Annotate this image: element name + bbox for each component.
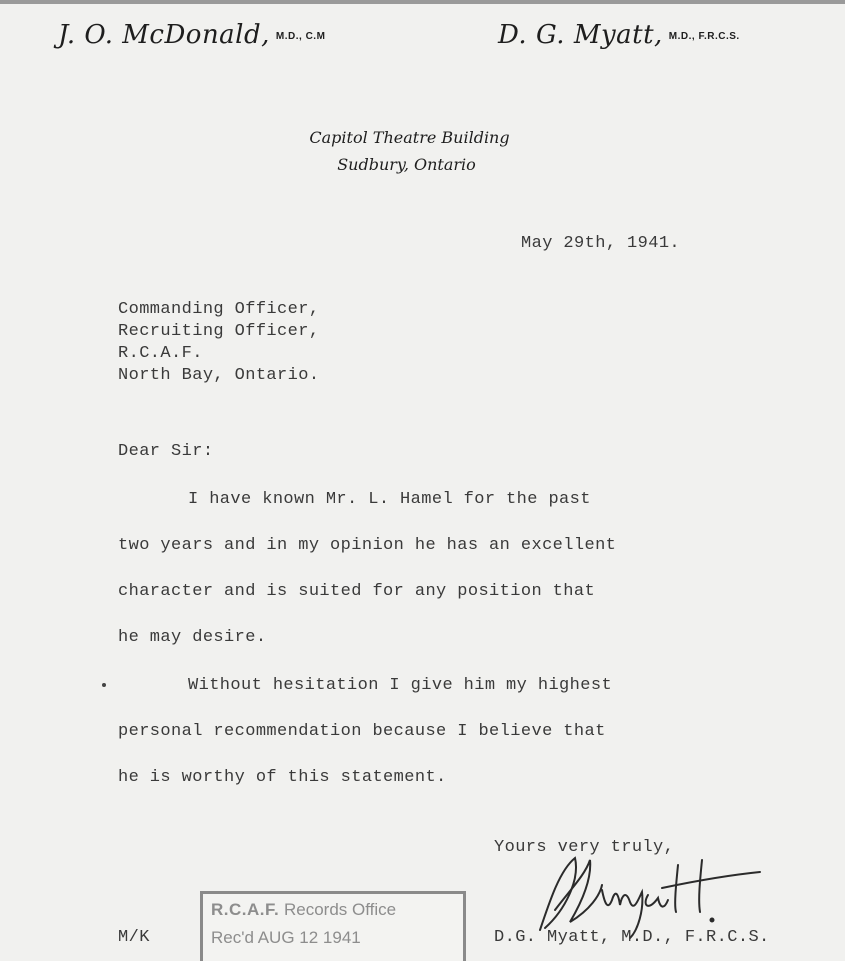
left-doctor-credentials: M.D., C.M [275, 30, 326, 42]
letterhead-left-name [58, 20, 325, 50]
right-doctor-name: D. G. Myatt, [498, 20, 663, 50]
stamp-date: Rec'd AUG 12 1941 [211, 928, 361, 947]
body-line: he may desire. [118, 628, 267, 647]
scan-top-edge [0, 0, 845, 4]
recipient-line: R.C.A.F. [118, 344, 203, 363]
body-line: I have known Mr. L. Hamel for the past [188, 490, 591, 509]
letterhead-right-name [498, 20, 740, 50]
salutation: Dear Sir: [118, 442, 214, 461]
letter-date: May 29th, 1941. [521, 234, 681, 253]
recipient-line: North Bay, Ontario. [118, 366, 320, 385]
body-line: personal recommendation because I believe that [118, 722, 606, 741]
stamp-org-line [211, 900, 396, 920]
letterhead-address-line1: Capitol Theatre Building [309, 128, 510, 147]
handwritten-signature [530, 850, 770, 940]
recipient-line: Recruiting Officer, [118, 322, 320, 341]
stamp-office: Records Office [283, 900, 397, 919]
right-doctor-credentials: M.D., F.R.C.S. [668, 30, 740, 42]
body-line: two years and in my opinion he has an excellent [118, 536, 617, 555]
body-line: character and is suited for any position that [118, 582, 596, 601]
recipient-line: Commanding Officer, [118, 300, 320, 319]
stamp-org: R.C.A.F. [211, 900, 280, 919]
body-line: Without hesitation I give him my highest [188, 676, 613, 695]
closing: Yours very truly, [494, 838, 675, 857]
left-doctor-name: J. O. McDonald, [58, 20, 270, 50]
letterhead-address-line2: Sudbury, Ontario [337, 155, 476, 174]
stray-mark [102, 683, 106, 687]
signer-name: D.G. Myatt, M.D., F.R.C.S. [494, 928, 770, 947]
body-line: he is worthy of this statement. [118, 768, 447, 787]
received-stamp [200, 891, 466, 961]
typist-initials: M/K [118, 928, 150, 947]
